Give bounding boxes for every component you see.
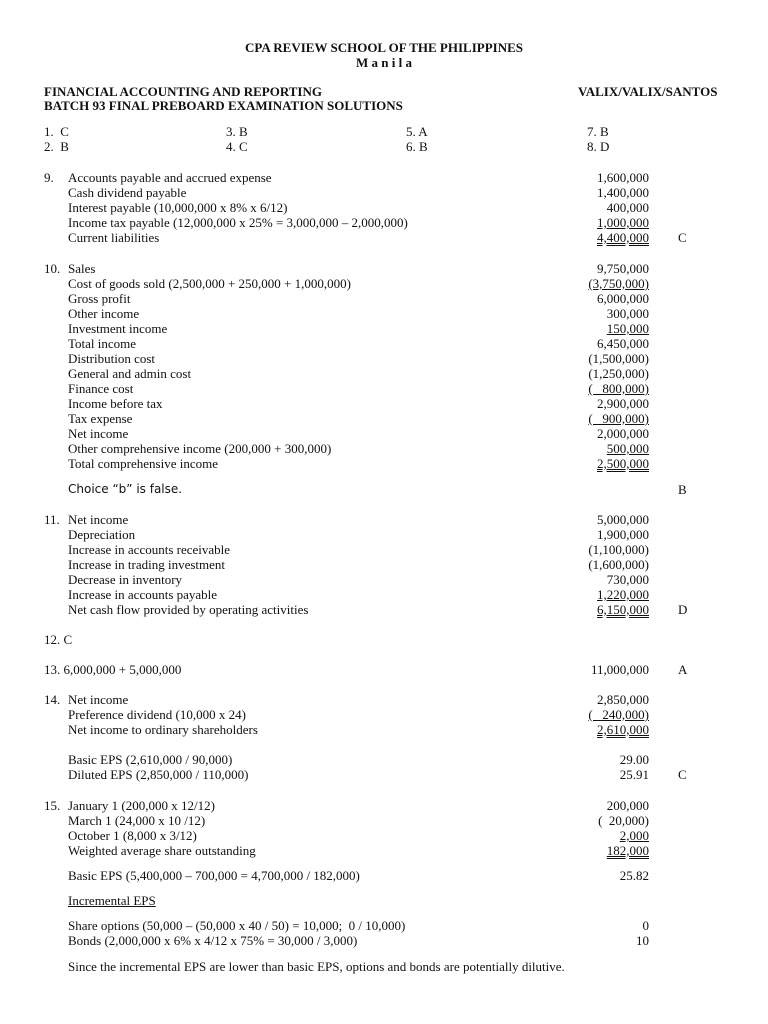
q10-value: (1,250,000) xyxy=(588,366,649,381)
q13-value: 11,000,000 xyxy=(590,662,649,677)
q15-incremental-label: Share options (50,000 – (50,000 x 40 / 50) = 10,000; 0 / 10,000) xyxy=(68,918,406,933)
q11-answer: D xyxy=(678,602,688,617)
q14-value: 2,850,000 xyxy=(597,692,649,707)
q10-value: (3,750,000) xyxy=(588,276,649,291)
q14-diluted-eps-label: Diluted EPS (2,850,000 / 110,000) xyxy=(68,767,249,782)
q13-text: 13. 6,000,000 + 5,000,000 xyxy=(44,662,182,677)
q15-label: March 1 (24,000 x 10 /12) xyxy=(68,813,206,828)
q10-note: Choice “b” is false. xyxy=(68,482,183,496)
q11-value: 5,000,000 xyxy=(597,512,649,527)
q11-value: 1,900,000 xyxy=(597,527,649,542)
q11-value: 730,000 xyxy=(606,572,649,587)
q10-value: 9,750,000 xyxy=(597,261,649,276)
q14-label: Net income to ordinary shareholders xyxy=(68,722,258,737)
q11-value: (1,100,000) xyxy=(588,542,649,557)
q14-diluted-eps-value: 25.91 xyxy=(619,767,649,782)
q10-label: Gross profit xyxy=(68,291,131,306)
q11-label: Increase in accounts payable xyxy=(68,587,218,602)
q11-label: Depreciation xyxy=(68,527,136,542)
q9-total-value: 4,400,000 xyxy=(597,230,649,245)
q15-weighted-label: Weighted average share outstanding xyxy=(68,843,256,858)
q9-value: 1,600,000 xyxy=(597,170,649,185)
q10-answer: B xyxy=(678,482,687,497)
q14-label: Preference dividend (10,000 x 24) xyxy=(68,707,246,722)
q11-label: Increase in trading investment xyxy=(68,557,226,572)
q10-value: 2,000,000 xyxy=(597,426,649,441)
q14-number: 14. xyxy=(44,692,61,707)
q10-label: Total income xyxy=(68,336,137,351)
answer-5: 5. A xyxy=(406,124,428,139)
q10-value: ( 900,000) xyxy=(588,411,649,426)
exam-title: BATCH 93 FINAL PREBOARD EXAMINATION SOLUTIONS xyxy=(44,98,403,113)
q9-answer: C xyxy=(678,230,687,245)
q11-number: 11. xyxy=(44,512,60,527)
q10-label: Cost of goods sold (2,500,000 + 250,000 + 1,000,000) xyxy=(68,276,351,291)
q15-value: ( 20,000) xyxy=(598,813,649,828)
answer-1: 1. C xyxy=(44,124,69,139)
q14-basic-eps-value: 29.00 xyxy=(619,752,649,767)
school-title: CPA REVIEW SCHOOL OF THE PHILIPPINES xyxy=(245,40,523,55)
q11-label: Increase in accounts receivable xyxy=(68,542,231,557)
q10-value: 2,900,000 xyxy=(597,396,649,411)
q10-label: Income before tax xyxy=(68,396,163,411)
q10-label: General and admin cost xyxy=(68,366,192,381)
answer-2: 2. B xyxy=(44,139,69,154)
authors: VALIX/VALIX/SANTOS xyxy=(578,84,718,99)
q14-label: Net income xyxy=(68,692,129,707)
q11-total-label: Net cash flow provided by operating activities xyxy=(68,602,309,617)
answer-4: 4. C xyxy=(226,139,248,154)
q10-total-value: 2,500,000 xyxy=(597,456,649,471)
answer-3: 3. B xyxy=(226,124,248,139)
q9-label: Interest payable (10,000,000 x 8% x 6/12) xyxy=(68,200,288,215)
q15-value: 200,000 xyxy=(606,798,649,813)
q15-value: 2,000 xyxy=(619,828,649,843)
q10-label: Net income xyxy=(68,426,129,441)
q10-value: ( 800,000) xyxy=(588,381,649,396)
q9-value: 1,400,000 xyxy=(597,185,649,200)
q10-label: Other income xyxy=(68,306,140,321)
q9-number: 9. xyxy=(44,170,54,185)
q12-answer: 12. C xyxy=(44,632,73,647)
q11-label: Net income xyxy=(68,512,129,527)
answer-7: 7. B xyxy=(587,124,609,139)
q10-number: 10. xyxy=(44,261,61,276)
q9-label: Cash dividend payable xyxy=(68,185,187,200)
q11-value: 1,220,000 xyxy=(597,587,649,602)
q11-value: (1,600,000) xyxy=(588,557,649,572)
subject-title: FINANCIAL ACCOUNTING AND REPORTING xyxy=(44,84,322,99)
q15-label: January 1 (200,000 x 12/12) xyxy=(68,798,215,813)
q10-value: 300,000 xyxy=(606,306,649,321)
q14-basic-eps-label: Basic EPS (2,610,000 / 90,000) xyxy=(68,752,233,767)
q10-label: Other comprehensive income (200,000 + 300,000) xyxy=(68,441,332,456)
q15-incremental-value: 10 xyxy=(636,933,649,948)
q14-answer: C xyxy=(678,767,687,782)
q15-incremental-heading: Incremental EPS xyxy=(68,893,156,908)
q14-value: 2,610,000 xyxy=(597,722,649,737)
q10-label: Distribution cost xyxy=(68,351,156,366)
answer-6: 6. B xyxy=(406,139,428,154)
q13-answer: A xyxy=(678,662,688,677)
city-title: M a n i l a xyxy=(356,55,412,70)
q11-label: Decrease in inventory xyxy=(68,572,183,587)
q15-incremental-label: Bonds (2,000,000 x 6% x 4/12 x 75% = 30,000 / 3,000) xyxy=(68,933,358,948)
q15-basic-eps-value: 25.82 xyxy=(619,868,649,883)
q15-conclusion: Since the incremental EPS are lower than basic EPS, options and bonds are potentially dilutive. xyxy=(68,959,565,974)
q10-label: Investment income xyxy=(68,321,168,336)
q10-value: 6,000,000 xyxy=(597,291,649,306)
q9-label: Income tax payable (12,000,000 x 25% = 3,000,000 – 2,000,000) xyxy=(68,215,408,230)
q15-number: 15. xyxy=(44,798,61,813)
q10-value: 6,450,000 xyxy=(597,336,649,351)
q14-value: ( 240,000) xyxy=(588,707,649,722)
q10-value: 150,000 xyxy=(606,321,649,336)
q10-label: Tax expense xyxy=(68,411,133,426)
q15-basic-eps-label: Basic EPS (5,400,000 – 700,000 = 4,700,000 / 182,000) xyxy=(68,868,360,883)
q15-label: October 1 (8,000 x 3/12) xyxy=(68,828,197,843)
q9-value: 1,000,000 xyxy=(597,215,649,230)
q15-weighted-value: 182,000 xyxy=(606,843,649,858)
q15-incremental-value: 0 xyxy=(642,918,649,933)
q9-label: Accounts payable and accrued expense xyxy=(68,170,272,185)
answer-8: 8. D xyxy=(587,139,610,154)
q11-total-value: 6,150,000 xyxy=(597,602,649,617)
q9-total-label: Current liabilities xyxy=(68,230,160,245)
q10-label: Sales xyxy=(68,261,96,276)
q10-value: 500,000 xyxy=(606,441,649,456)
q10-value: (1,500,000) xyxy=(588,351,649,366)
q10-total-label: Total comprehensive income xyxy=(68,456,218,471)
q9-value: 400,000 xyxy=(606,200,649,215)
q10-label: Finance cost xyxy=(68,381,134,396)
